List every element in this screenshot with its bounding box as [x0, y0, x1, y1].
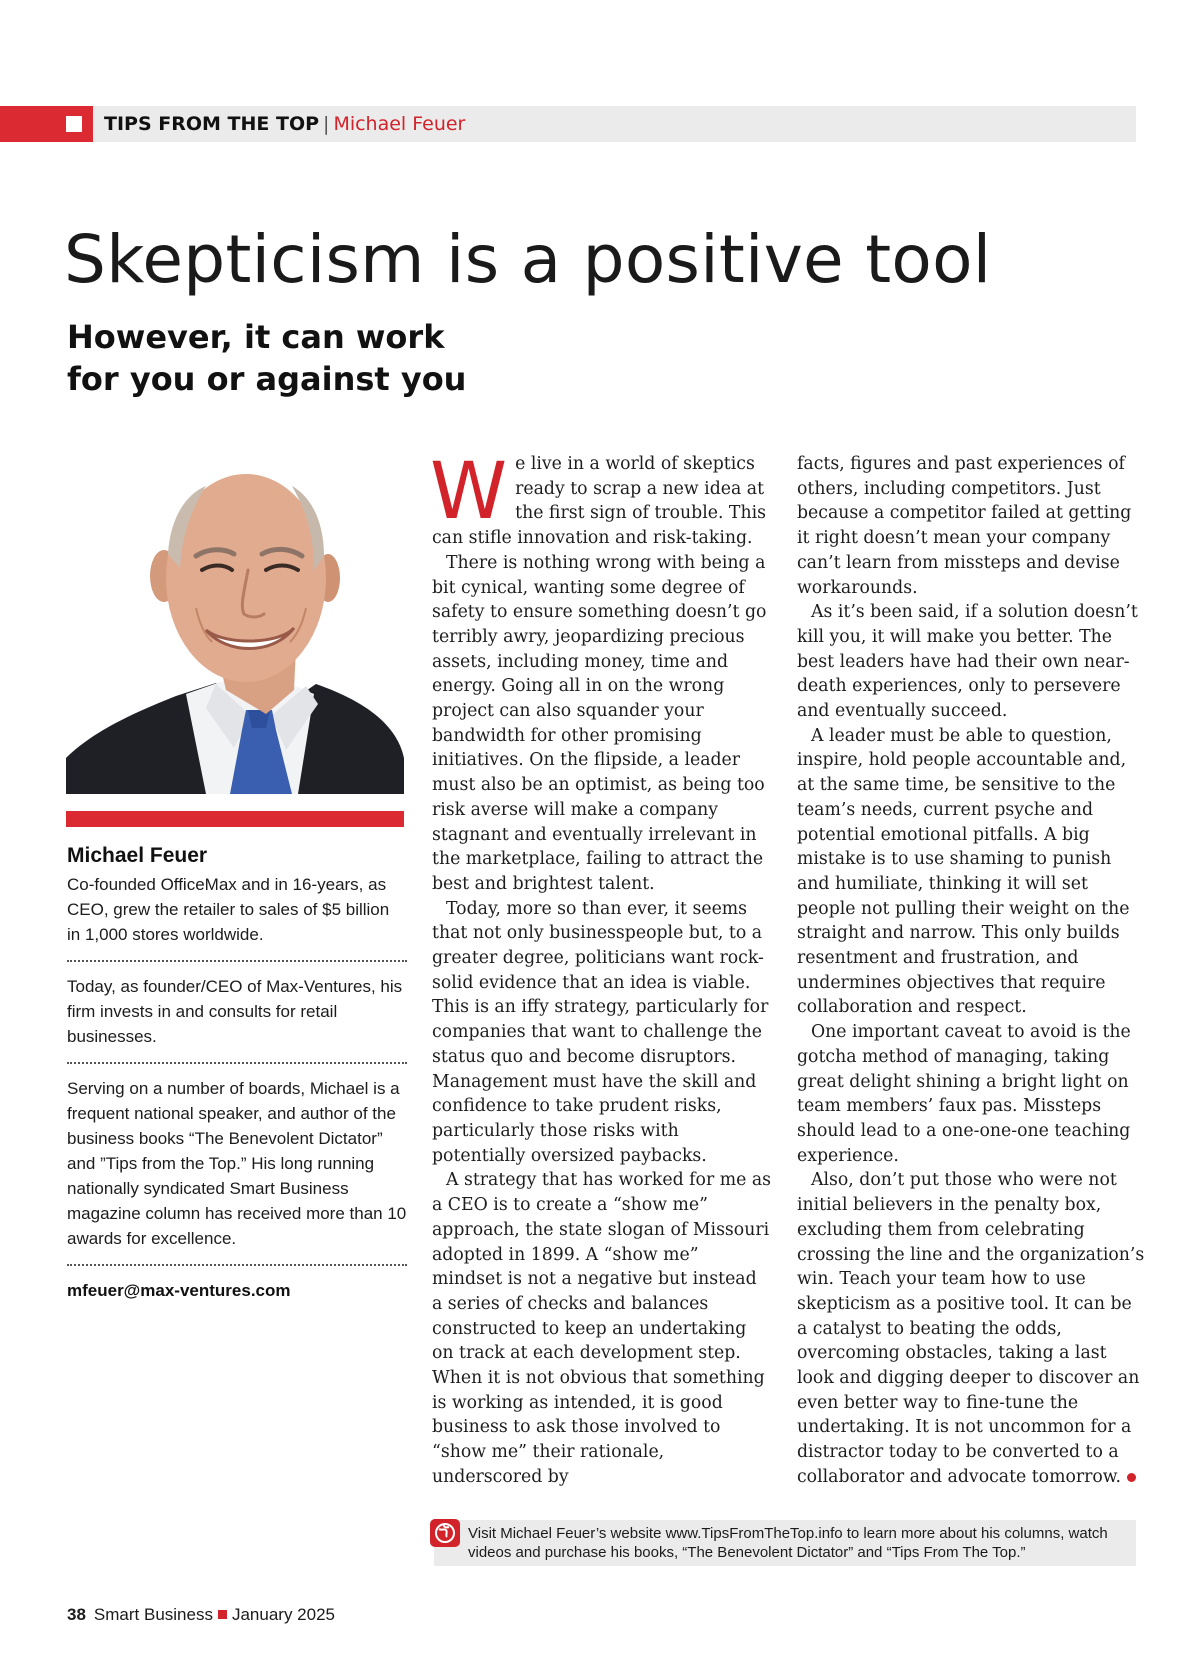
author-bio — [67, 842, 407, 1303]
article-paragraph: A strategy that has worked for me as a CEO is to create a “show me” approach, the state slogan of Missouri adopted in 1899. A “show me” mindset is not a negative but instead a series of checks and balances constructed to keep an undertaking on track at each development step. When it is not obvious that something is working as intended, it is good business to ask those involved to “show me” their rationale, underscored by — [432, 1170, 771, 1487]
article-paragraph-text: Also, don’t put those who were not initial believers in the penalty box, excluding them from celebrating crossing the line and the organization’s win. Teach your team how to use skepticism as a positive tool. It can be a catalyst to beating the odds, overcoming obstacles, taking a last look and digging deeper to discover an even better way to fine-tune the undertaking. It is not uncommon for a distractor today to be converted to a collaborator and advocate tomorrow. — [797, 1170, 1145, 1487]
author-portrait — [66, 458, 404, 794]
article-paragraph-text: e live in a world of skeptics ready to scrap a new idea at the first sign of trouble. This can stifle innovation and risk-taking. — [432, 454, 766, 549]
bio-divider — [67, 960, 407, 962]
issue-date: January 2025 — [231, 1605, 335, 1624]
article-paragraph: facts, figures and past experiences of others, including competitors. Just because a competitor failed at getting it right doesn’t mean your company can’t learn from missteps and devise workarounds. — [797, 454, 1132, 598]
bio-block-1: Co-founded OfficeMax and in 16-years, as CEO, grew the retailer to sales of $5 billion in 1,000 stores worldwide. — [67, 875, 390, 944]
article-column-2 — [797, 452, 1145, 1490]
page-number: 38 — [67, 1605, 86, 1624]
section-header — [104, 113, 465, 135]
section-kicker: TIPS FROM THE TOP — [104, 113, 320, 135]
article-paragraph — [797, 1168, 1145, 1489]
article-paragraph: As it’s been said, if a solution doesn’t kill you, it will make you better. The best leaders have had their own near-death experiences, only to persevere and eventually succeed. — [797, 602, 1138, 722]
bio-block-3: Serving on a number of boards, Michael is a frequent national speaker, and author of the business books “The Benevolent Dictator” and ”Tips from the Top.” His long running nationally syndicated Smart Business magazine column has received more than 10 awards for excellence. — [67, 1079, 407, 1248]
article-paragraph — [430, 447, 772, 551]
article-paragraph: A leader must be able to question, inspire, hold people accountable and, at the same time, be sensitive to the team’s needs, current psyche and potential emotional pitfalls. A big mistake is to use shaming to punish and humiliate, thinking it will set people not pulling their weight on the straight and narrow. This only builds resentment and frustration, and undermines objectives that require collaboration and respect. — [797, 725, 1130, 1018]
article-title: Skepticism is a positive tool — [64, 221, 992, 298]
bio-divider — [67, 1264, 407, 1266]
website-note: Visit Michael Feuer’s website www.TipsFromTheTop.info to learn more about his columns, watch videos and purchase his books, “The Benevolent Dictator” and “Tips From The Top.” — [468, 1525, 1108, 1561]
page-folio — [67, 1604, 335, 1626]
bio-divider — [67, 1062, 407, 1064]
article-paragraph: Today, more so than ever, it seems that not only businesspeople but, to a greater degree, politicians want rock-solid evidence that an idea is viable. This is an iffy strategy, particularly for companies that want to challenge the status quo and become disruptors. Management must have the skill and confidence to take prudent risks, particularly those risks with potentially oversized paybacks. — [432, 898, 769, 1166]
bio-red-rule — [66, 811, 404, 827]
header-separator: | — [323, 113, 330, 135]
globe-icon — [430, 1519, 460, 1547]
folio-square-icon — [218, 1610, 227, 1619]
section-header-bar — [0, 106, 1136, 142]
drop-cap: W — [430, 447, 508, 537]
author-email-link[interactable]: mfeuer@max-ventures.com — [67, 1281, 291, 1300]
article-subtitle: However, it can work for you or against you — [67, 318, 467, 398]
publication-name: Smart Business — [93, 1605, 213, 1624]
header-author: Michael Feuer — [333, 113, 466, 135]
end-mark-icon — [1127, 1473, 1136, 1482]
article-paragraph: One important caveat to avoid is the gotcha method of managing, taking great delight shining a bright light on team members’ faux pas. Missteps should lead to a one-one-one teaching experience. — [797, 1022, 1131, 1166]
bio-block-2: Today, as founder/CEO of Max-Ventures, his firm invests in and consults for retail businesses. — [67, 977, 403, 1046]
bio-name: Michael Feuer — [67, 844, 208, 867]
article-paragraph: There is nothing wrong with being a bit cynical, wanting some degree of safety to ensure something doesn’t go terribly awry, jeopardizing precious assets, including money, time and energy. Going all in on the wrong project can also squander your bandwidth for other promising initiatives. On the flipside, a leader must also be an optimist, as being too risk averse will make a company stagnant and eventually irrelevant in the marketplace, failing to attract the best and brightest talent. — [432, 552, 767, 894]
header-accent-block — [0, 106, 93, 142]
article-column-1 — [430, 447, 772, 1490]
header-square-icon — [66, 116, 82, 132]
